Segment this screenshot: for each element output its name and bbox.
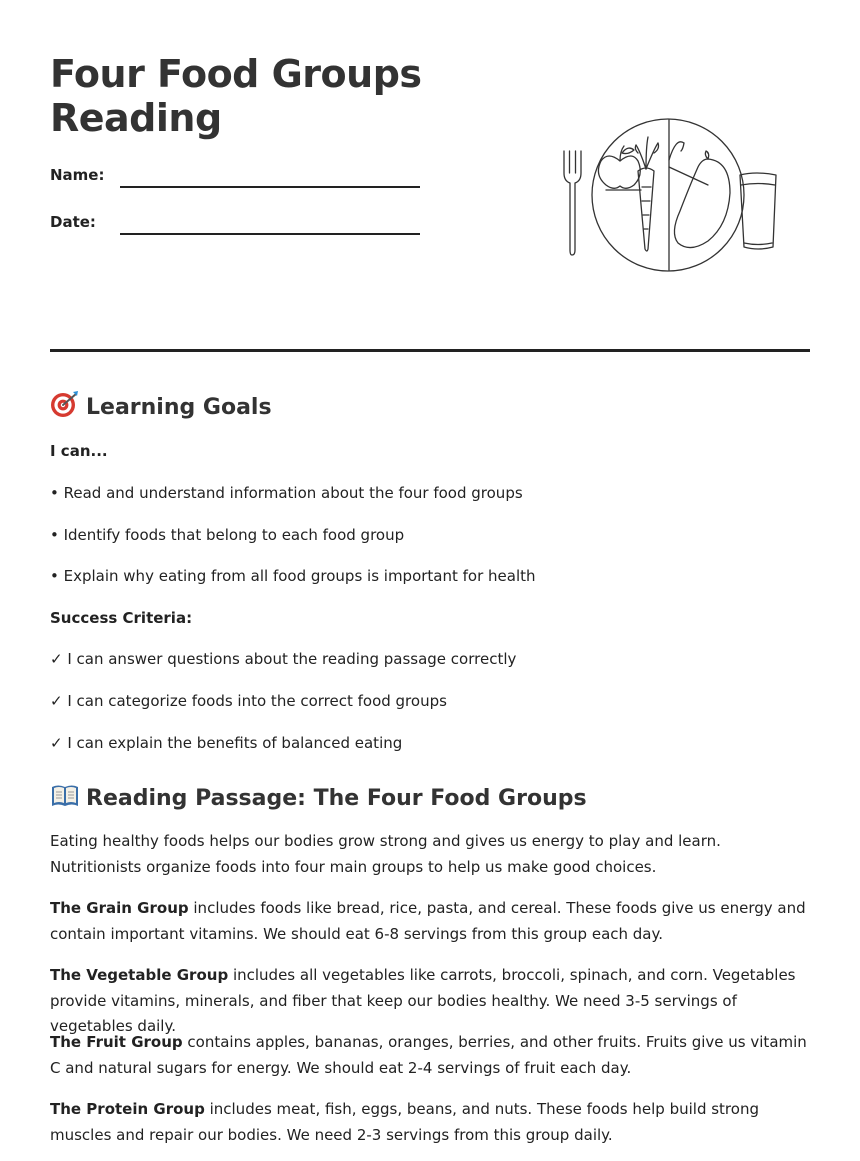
learning-goals-heading xyxy=(50,390,272,422)
criteria-item: ✓ I can explain the benefits of balanced eating xyxy=(50,734,403,752)
fruit-group-name: The Fruit Group xyxy=(50,1033,183,1051)
learning-goals-title: Learning Goals xyxy=(86,395,272,420)
grain-group-paragraph xyxy=(50,896,810,947)
passage-intro: Eating healthy foods helps our bodies grow strong and gives us energy to play and learn. Nutritionists organize foods into four main groups to help us make good choices. xyxy=(50,832,721,876)
grain-group-name: The Grain Group xyxy=(50,899,189,917)
protein-group-text: includes meat, fish, eggs, beans, and nuts. These foods help build strong muscles and repair our bodies. We need 2-3 servings from this group daily. xyxy=(50,1100,759,1144)
target-icon xyxy=(50,390,80,418)
page-title: Four Food Groups Reading xyxy=(50,52,422,140)
vegetable-group-paragraph xyxy=(50,963,810,1040)
criteria-item: ✓ I can categorize foods into the correct food groups xyxy=(50,692,447,710)
open-book-icon xyxy=(50,781,80,809)
criteria-item: ✓ I can answer questions about the reading passage correctly xyxy=(50,650,517,668)
success-criteria-label: Success Criteria: xyxy=(50,609,193,627)
date-field xyxy=(50,213,420,237)
name-input-line[interactable] xyxy=(120,186,420,188)
goal-item: • Identify foods that belong to each food group xyxy=(50,526,405,544)
fruit-group-paragraph xyxy=(50,1030,810,1081)
vegetable-group-name: The Vegetable Group xyxy=(50,966,229,984)
date-label: Date: xyxy=(50,213,96,231)
goal-item: • Explain why eating from all food groups is important for health xyxy=(50,567,536,585)
fruit-group-text: contains apples, bananas, oranges, berries, and other fruits. Fruits give us vitamin C and natural sugars for energy. We should eat 2-4 servings of fruit each day. xyxy=(50,1033,807,1077)
vegetable-group-text: includes all vegetables like carrots, broccoli, spinach, and corn. Vegetables provide vitamins, minerals, and fiber that keep our bodies healthy. We need 3-5 servings of vegetables daily. xyxy=(50,966,796,1035)
plate-fork-cup-icon xyxy=(558,115,782,275)
grain-group-text: includes foods like bread, rice, pasta, and cereal. These foods give us energy and contain important vitamins. We should eat 6-8 servings from this group each day. xyxy=(50,899,806,943)
protein-group-paragraph xyxy=(50,1097,810,1148)
name-field xyxy=(50,166,420,190)
goal-item: • Read and understand information about the four food groups xyxy=(50,484,523,502)
i-can-label: I can... xyxy=(50,442,108,460)
section-divider xyxy=(50,349,810,352)
reading-passage-heading xyxy=(50,781,587,813)
name-label: Name: xyxy=(50,166,105,184)
date-input-line[interactable] xyxy=(120,233,420,235)
reading-passage-title: Reading Passage: The Four Food Groups xyxy=(86,786,587,811)
protein-group-name: The Protein Group xyxy=(50,1100,205,1118)
